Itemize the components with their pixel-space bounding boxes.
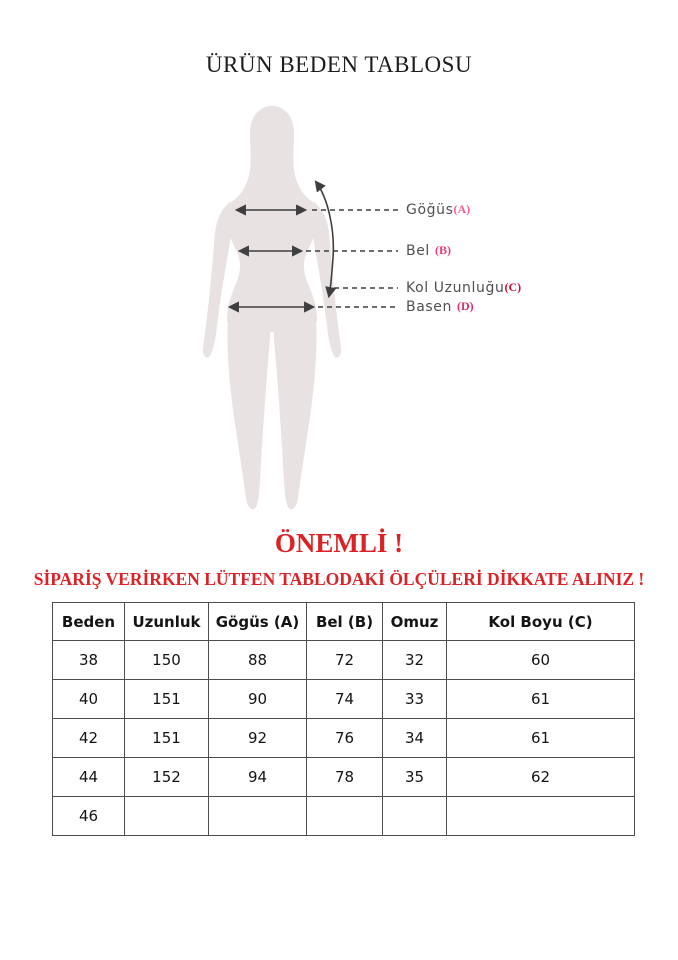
cell-beden: 42 xyxy=(53,719,125,758)
cell-omuz xyxy=(383,797,447,836)
important-heading: ÖNEMLİ ! xyxy=(274,528,404,558)
cell-gogus xyxy=(209,797,307,836)
measurement-label-gogus xyxy=(406,202,470,218)
cell-kol-boyu: 60 xyxy=(447,641,635,680)
measurement-letter-c: (C) xyxy=(504,280,522,294)
size-table xyxy=(52,602,635,836)
col-header-uzunluk: Uzunluk xyxy=(125,603,209,641)
cell-beden: 44 xyxy=(53,758,125,797)
cell-omuz: 33 xyxy=(383,680,447,719)
cell-beden: 46 xyxy=(53,797,125,836)
cell-kol-boyu xyxy=(447,797,635,836)
measurement-label-kol-uzunlugu xyxy=(406,280,521,296)
cell-bel: 76 xyxy=(307,719,383,758)
cell-gogus: 92 xyxy=(209,719,307,758)
cell-bel: 72 xyxy=(307,641,383,680)
col-header-omuz: Omuz xyxy=(383,603,447,641)
measurement-letter-d: (D) xyxy=(457,299,474,313)
measurement-label-bel xyxy=(406,243,451,259)
col-header-beden: Beden xyxy=(53,603,125,641)
cell-bel xyxy=(307,797,383,836)
cell-gogus: 88 xyxy=(209,641,307,680)
col-header-bel: Bel (B) xyxy=(307,603,383,641)
measurement-label-basen xyxy=(406,299,474,315)
body-measurement-diagram xyxy=(150,100,570,520)
cell-omuz: 32 xyxy=(383,641,447,680)
cell-uzunluk: 152 xyxy=(125,758,209,797)
table-row-44 xyxy=(53,758,635,797)
cell-gogus: 90 xyxy=(209,680,307,719)
cell-gogus: 94 xyxy=(209,758,307,797)
measurement-label-gogus-text: Göğüs xyxy=(406,202,454,218)
cell-kol-boyu: 61 xyxy=(447,680,635,719)
measurement-label-kol-text: Kol Uzunluğu xyxy=(406,280,505,296)
col-header-kol-boyu: Kol Boyu (C) xyxy=(447,603,635,641)
table-row-40 xyxy=(53,680,635,719)
cell-uzunluk xyxy=(125,797,209,836)
table-row-38 xyxy=(53,641,635,680)
page-title: ÜRÜN BEDEN TABLOSU xyxy=(205,52,473,77)
measurement-letter-b: (B) xyxy=(434,243,451,257)
col-header-gogus: Gögüs (A) xyxy=(209,603,307,641)
body-silhouette-figure xyxy=(150,100,570,520)
measurement-label-basen-text: Basen xyxy=(406,299,458,315)
cell-kol-boyu: 61 xyxy=(447,719,635,758)
cell-uzunluk: 151 xyxy=(125,719,209,758)
cell-omuz: 34 xyxy=(383,719,447,758)
measurement-letter-a: (A) xyxy=(453,202,471,216)
cell-omuz: 35 xyxy=(383,758,447,797)
cell-beden: 38 xyxy=(53,641,125,680)
cell-bel: 74 xyxy=(307,680,383,719)
important-note: SİPARİŞ VERİRKEN LÜTFEN TABLODAKİ ÖLÇÜLERİ DİKKATE ALINIZ ! xyxy=(33,569,645,589)
measurement-label-bel-text: Bel xyxy=(406,243,435,259)
cell-beden: 40 xyxy=(53,680,125,719)
table-row-46 xyxy=(53,797,635,836)
size-table-header-row xyxy=(53,603,635,641)
cell-bel: 78 xyxy=(307,758,383,797)
table-row-42 xyxy=(53,719,635,758)
cell-kol-boyu: 62 xyxy=(447,758,635,797)
cell-uzunluk: 151 xyxy=(125,680,209,719)
cell-uzunluk: 150 xyxy=(125,641,209,680)
